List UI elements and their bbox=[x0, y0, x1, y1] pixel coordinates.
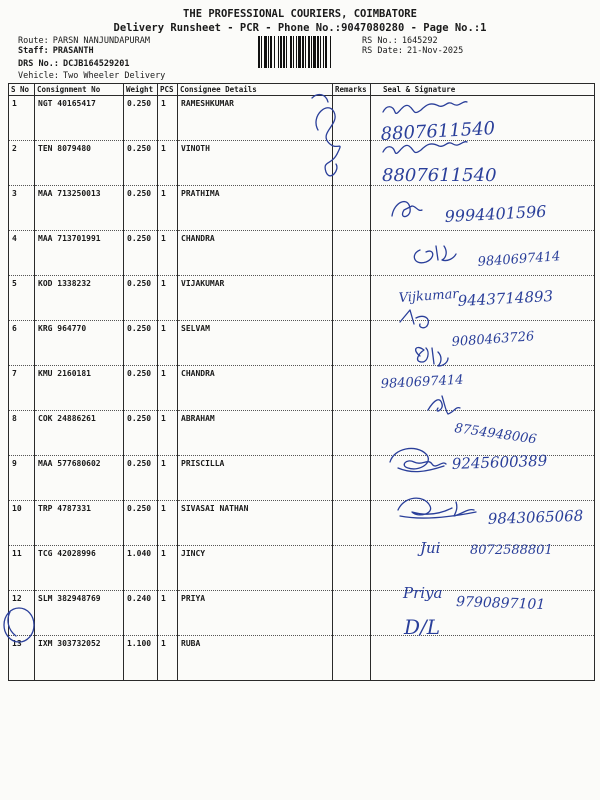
table-row bbox=[9, 186, 595, 231]
handwritten-name: Jui bbox=[420, 539, 441, 557]
barcode-bar bbox=[268, 36, 269, 68]
barcode-bar bbox=[330, 36, 331, 68]
barcode-bar bbox=[293, 36, 294, 68]
cell-consignment: TEN 8079480 bbox=[35, 141, 124, 186]
staff-label: Staff: bbox=[18, 46, 49, 56]
cell-consignment: KMU 2160181 bbox=[35, 366, 124, 411]
handwritten-phone: 9443714893 bbox=[457, 287, 554, 310]
cell-signature bbox=[371, 141, 595, 186]
cell-pcs: 1 bbox=[158, 456, 178, 501]
rs-no-line bbox=[362, 36, 438, 46]
cell-weight: 1.100 bbox=[124, 636, 158, 681]
company-title: THE PROFESSIONAL COURIERS, COIMBATORE bbox=[183, 8, 417, 20]
staff-line bbox=[18, 46, 94, 56]
handwritten-phone: 9790897101 bbox=[455, 594, 546, 614]
handwritten-name: Vijkumar bbox=[398, 286, 460, 306]
cell-remarks bbox=[333, 456, 371, 501]
route-value: PARSN NANJUNDAPURAM bbox=[52, 36, 150, 46]
cell-sno: 9 bbox=[9, 456, 35, 501]
drs-line bbox=[18, 59, 129, 69]
column-header: PCS bbox=[158, 84, 178, 96]
cell-signature bbox=[371, 501, 595, 546]
barcode-bar bbox=[290, 36, 292, 68]
cell-weight: 0.250 bbox=[124, 186, 158, 231]
vehicle-value: Two Wheeler Delivery bbox=[62, 71, 166, 81]
cell-pcs: 1 bbox=[158, 186, 178, 231]
staff-value: PRASANTH bbox=[52, 46, 94, 56]
cell-signature bbox=[371, 321, 595, 366]
barcode-bar bbox=[258, 36, 260, 68]
cell-remarks bbox=[333, 141, 371, 186]
cell-signature bbox=[371, 546, 595, 591]
cell-signature bbox=[371, 591, 595, 636]
table-row bbox=[9, 231, 595, 276]
cell-consignment: SLM 382948769 bbox=[35, 591, 124, 636]
table-row bbox=[9, 501, 595, 546]
cell-consignee: SIVASAI NATHAN bbox=[178, 501, 333, 546]
handwritten-phone: 9840697414 bbox=[380, 372, 464, 392]
barcode-bar bbox=[270, 36, 272, 68]
cell-pcs: 1 bbox=[158, 546, 178, 591]
cell-weight: 0.250 bbox=[124, 276, 158, 321]
cell-remarks bbox=[333, 636, 371, 681]
cell-weight: 0.250 bbox=[124, 141, 158, 186]
table-row bbox=[9, 96, 595, 141]
handwritten-phone: 9843065068 bbox=[487, 506, 584, 528]
cell-consignee: PRIYA bbox=[178, 591, 333, 636]
cell-remarks bbox=[333, 321, 371, 366]
cell-remarks bbox=[333, 501, 371, 546]
cell-remarks bbox=[333, 186, 371, 231]
vehicle-label: Vehicle: bbox=[18, 71, 59, 81]
rs-no-value: 1645292 bbox=[401, 36, 438, 46]
cell-consignment: NGT 40165417 bbox=[35, 96, 124, 141]
cell-sno: 6 bbox=[9, 321, 35, 366]
handwritten-phone: 9840697414 bbox=[477, 249, 561, 270]
runsheet-subtitle: Delivery Runsheet - PCR - Phone No.:9047080280 - Page No.:1 bbox=[113, 22, 487, 34]
cell-weight: 0.250 bbox=[124, 411, 158, 456]
cell-remarks bbox=[333, 276, 371, 321]
cell-consignee: RAMESHKUMAR bbox=[178, 96, 333, 141]
cell-weight: 0.250 bbox=[124, 501, 158, 546]
cell-sno: 5 bbox=[9, 276, 35, 321]
cell-sno: 13 bbox=[9, 636, 35, 681]
barcode-bar bbox=[283, 36, 285, 68]
handwritten-phone: 8807611540 bbox=[380, 118, 496, 145]
handwritten-phone: 8754948006 bbox=[453, 421, 538, 448]
cell-remarks bbox=[333, 366, 371, 411]
route-line bbox=[18, 36, 150, 46]
cell-consignment: COK 24886261 bbox=[35, 411, 124, 456]
rs-date-value: 21-Nov-2025 bbox=[406, 46, 464, 56]
cell-weight: 1.040 bbox=[124, 546, 158, 591]
cell-pcs: 1 bbox=[158, 141, 178, 186]
cell-remarks bbox=[333, 591, 371, 636]
column-header: Weight bbox=[124, 84, 158, 96]
table-row bbox=[9, 546, 595, 591]
barcode-bar bbox=[264, 36, 267, 68]
cell-consignment: KRG 964770 bbox=[35, 321, 124, 366]
cell-signature bbox=[371, 366, 595, 411]
handwritten-phone: 9994401596 bbox=[444, 201, 547, 226]
table-row bbox=[9, 141, 595, 186]
cell-sno: 10 bbox=[9, 501, 35, 546]
cell-signature bbox=[371, 636, 595, 681]
drs-value: DCJB164529201 bbox=[62, 59, 130, 69]
barcode-bar bbox=[278, 36, 279, 68]
barcode-bar bbox=[320, 36, 321, 68]
cell-sno: 2 bbox=[9, 141, 35, 186]
cell-consignment: MAA 713701991 bbox=[35, 231, 124, 276]
runsheet-table bbox=[8, 83, 595, 681]
cell-signature bbox=[371, 411, 595, 456]
cell-remarks bbox=[333, 546, 371, 591]
column-header: Seal & Signature bbox=[371, 84, 595, 96]
cell-signature bbox=[371, 96, 595, 141]
cell-consignment: IXM 303732052 bbox=[35, 636, 124, 681]
handwritten-phone: 8072588801 bbox=[470, 543, 553, 558]
barcode-bar bbox=[296, 36, 297, 68]
cell-weight: 0.250 bbox=[124, 366, 158, 411]
cell-consignee: CHANDRA bbox=[178, 366, 333, 411]
cell-weight: 0.240 bbox=[124, 591, 158, 636]
barcode-bar bbox=[317, 36, 319, 68]
cell-sno: 4 bbox=[9, 231, 35, 276]
cell-pcs: 1 bbox=[158, 276, 178, 321]
barcode-bar bbox=[313, 36, 316, 68]
cell-pcs: 1 bbox=[158, 501, 178, 546]
vehicle-line bbox=[18, 71, 165, 81]
cell-consignment: TRP 4787331 bbox=[35, 501, 124, 546]
cell-weight: 0.250 bbox=[124, 96, 158, 141]
cell-pcs: 1 bbox=[158, 96, 178, 141]
table-row bbox=[9, 366, 595, 411]
rs-no-label: RS No.: bbox=[362, 36, 398, 46]
handwritten-name: Priya bbox=[403, 584, 443, 602]
barcode-bar bbox=[311, 36, 312, 68]
cell-consignee: PRISCILLA bbox=[178, 456, 333, 501]
cell-sno: 7 bbox=[9, 366, 35, 411]
cell-signature bbox=[371, 456, 595, 501]
cell-consignee: SELVAM bbox=[178, 321, 333, 366]
rs-date-label: RS Date: bbox=[362, 46, 403, 56]
cell-consignee: VINOTH bbox=[178, 141, 333, 186]
cell-pcs: 1 bbox=[158, 411, 178, 456]
cell-sno: 8 bbox=[9, 411, 35, 456]
cell-weight: 0.250 bbox=[124, 321, 158, 366]
column-header: Remarks bbox=[333, 84, 371, 96]
barcode-bar bbox=[325, 36, 327, 68]
cell-remarks bbox=[333, 411, 371, 456]
cell-signature bbox=[371, 231, 595, 276]
column-header: Consignee Details bbox=[178, 84, 333, 96]
cell-sno: 3 bbox=[9, 186, 35, 231]
cell-consignee: ABRAHAM bbox=[178, 411, 333, 456]
barcode-bar bbox=[323, 36, 324, 68]
cell-consignment: MAA 713250013 bbox=[35, 186, 124, 231]
table-row bbox=[9, 276, 595, 321]
handwritten-name: D/L bbox=[404, 615, 441, 639]
cell-pcs: 1 bbox=[158, 636, 178, 681]
handwritten-phone: 9080463726 bbox=[451, 329, 535, 350]
cell-sno: 11 bbox=[9, 546, 35, 591]
cell-signature bbox=[371, 276, 595, 321]
cell-consignment: TCG 42028996 bbox=[35, 546, 124, 591]
barcode-bar bbox=[280, 36, 282, 68]
cell-signature bbox=[371, 186, 595, 231]
cell-pcs: 1 bbox=[158, 366, 178, 411]
cell-consignment: KOD 1338232 bbox=[35, 276, 124, 321]
table-header-row bbox=[9, 84, 595, 96]
cell-consignee: RUBA bbox=[178, 636, 333, 681]
handwritten-phone: 8807611540 bbox=[382, 165, 497, 186]
cell-pcs: 1 bbox=[158, 591, 178, 636]
barcode-bar bbox=[302, 36, 304, 68]
handwritten-phone: 9245600389 bbox=[451, 451, 548, 473]
column-header: S No bbox=[9, 84, 35, 96]
cell-consignee: PRATHIMA bbox=[178, 186, 333, 231]
cell-consignee: VIJAKUMAR bbox=[178, 276, 333, 321]
cell-consignee: JINCY bbox=[178, 546, 333, 591]
barcode-bar bbox=[305, 36, 306, 68]
cell-weight: 0.250 bbox=[124, 456, 158, 501]
barcode-bar bbox=[261, 36, 262, 68]
table-row bbox=[9, 411, 595, 456]
table-row bbox=[9, 321, 595, 366]
column-header: Consignment No bbox=[35, 84, 124, 96]
barcode bbox=[258, 36, 358, 68]
cell-consignee: CHANDRA bbox=[178, 231, 333, 276]
route-label: Route: bbox=[18, 36, 49, 46]
cell-weight: 0.250 bbox=[124, 231, 158, 276]
cell-pcs: 1 bbox=[158, 321, 178, 366]
cell-remarks bbox=[333, 96, 371, 141]
table-row bbox=[9, 591, 595, 636]
table-row bbox=[9, 636, 595, 681]
drs-label: DRS No.: bbox=[18, 59, 59, 69]
barcode-bar bbox=[286, 36, 287, 68]
rs-date-line bbox=[362, 46, 463, 56]
cell-sno: 1 bbox=[9, 96, 35, 141]
cell-sno: 12 bbox=[9, 591, 35, 636]
cell-remarks bbox=[333, 231, 371, 276]
barcode-bar bbox=[308, 36, 310, 68]
table-row bbox=[9, 456, 595, 501]
cell-pcs: 1 bbox=[158, 231, 178, 276]
barcode-bar bbox=[298, 36, 301, 68]
barcode-bar bbox=[274, 36, 275, 68]
cell-consignment: MAA 577680602 bbox=[35, 456, 124, 501]
